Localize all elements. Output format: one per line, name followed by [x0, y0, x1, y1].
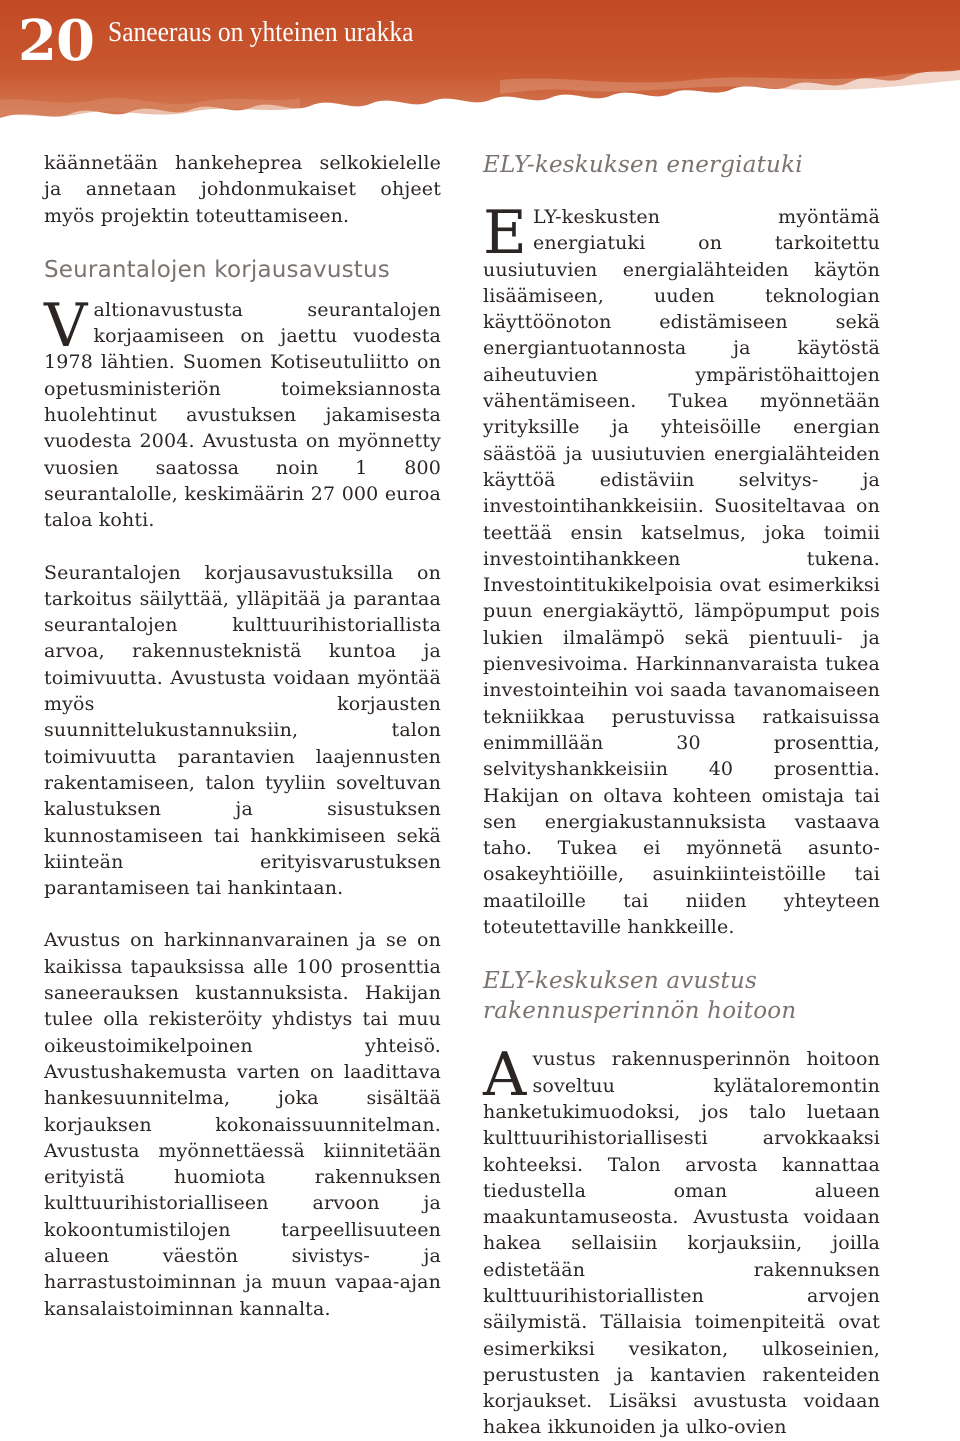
running-title: Saneeraus on yhteinen urakka — [108, 16, 414, 48]
energiatuki-paragraph-text: LY-keskusten myöntämä energiatuki on tarkoitettu uusiutuvien energialähteiden käytön lisäämiseen, uuden teknologian käyttöönoton edistämiseen sekä energiantuotannosta ja käytöstä aiheutuvien ympäristöhaittojen vähentämiseen. Tukea myönnetään yrityksille ja yhteisöille energian säästöä ja uusiutuvien energialähteiden käyttöä edistäviin selvitys- ja investointihankkeisiin. Suositeltavaa on teettää ensin katselmus, joka toimii investointihankkeen tukena. Investointitukikelpoisia ovat esimerkiksi puun energiakäyttö, lämpöpumput pois lukien ilmalämpö sekä pientuuli- ja pienvesivoima. Harkinnanvaraista tukea investointeihin voi saada tavanomaiseen tekniikkaa perustuvissa ratkaisuissa enimmillään 30 prosenttia, selvityshankkeisiin 40 prosenttia. Hakijan on oltava kohteen omistaja tai sen energiakustannuksista vastaava taho. Tukea ei myönnetä asunto-osakeyhtiöille, asuinkiinteistöille tai maatiloille tai niiden yhteyteen toteutettaville hankkeille. — [483, 206, 880, 939]
page-number: 20 — [18, 8, 94, 74]
seurantalojen-paragraph-1 — [44, 290, 441, 534]
seurantalojen-paragraph-2: Seurantalojen korjausavustuksilla on tarkoitus säilyttää, ylläpitää ja parantaa seurantalojen kulttuurihistoriallista arvoa, rakennusteknistä kuntoa ja toimivuutta. Avustusta voidaan myöntää myös korjausten suunnittelukustannuksiin, talon toimivuutta parantavien laajennusten rakentamiseen, talon tyyliin soveltuvan kalustuksen ja sisustuksen kunnostamiseen tai hankkimiseen sekä kiinteän erityisvarustuksen parantamiseen tai hankintaan. — [44, 561, 441, 900]
right-column — [483, 150, 880, 1441]
left-column — [44, 150, 441, 1322]
section-heading-energiatuki: ELY-keskuksen energiatuki — [483, 152, 803, 178]
rakennusperinto-paragraph-text: vustus rakennusperinnön hoitoon soveltuu kylätaloremontin hanketukimuodoksi, jos talo luetaan kulttuurihistoriallisesti arvokkaaksi kohteeksi. Talon arvosta kannattaa tiedustella oman alueen maakuntamuseosta. Avustusta voidaan hakea sellaisiin korjauksiin, joilla edistetään rakennuksen kulttuurihistoriallisten arvojen säilymistä. Tällaisia toimenpiteitä ovat esimerkiksi vesikaton, ulkoseinien, perustusten ja kantavien rakenteiden korjaukset. Lisäksi avustusta voidaan hakea ikkunoiden ja ulko-ovien — [483, 1048, 880, 1439]
section-heading-rakennusperinto — [483, 966, 880, 1026]
seurantalojen-paragraph-1-text: altionavustusta seurantalojen korjaamiseen on jaettu vuodesta 1978 lähtien. Suomen Kotiseutuliitto on opetusministeriön toimeksiannosta huolehtinut avustuksen jakamisesta vuodesta 2004. Avustusta on myönnetty vuosien saatossa noin 1 800 seurantalolle, keskimäärin 27 000 euroa taloa kohti. — [44, 298, 441, 532]
dropcap-e: E — [483, 198, 527, 268]
intro-paragraph: käännetään hankeheprea selkokielelle ja annetaan johdonmukaiset ohjeet myös projektin toteuttamiseen. — [44, 152, 441, 227]
section-heading-seurantalojen: Seurantalojen korjausavustus — [44, 256, 390, 283]
section-heading-rakennusperinto-line1: ELY-keskuksen avustus — [483, 968, 757, 995]
section-heading-rakennusperinto-line2: rakennusperinnön hoitoon — [483, 998, 797, 1025]
dropcap-v: V — [44, 290, 88, 361]
seurantalojen-paragraph-3: Avustus on harkinnanvarainen ja se on kaikissa tapauksissa alle 100 prosenttia saneerauksen kustannuksista. Hakijan tulee olla rekisteröity yhdistys tai muu oikeustoimikelpoinen yhteisö. Avustushakemusta varten on laadittava hankesuunnitelma, joka sisältää korjauksen kokonaissuunnitelman. Avustusta myönnettäessä kiinnitetään erityistä huomiota rakennuksen kulttuurihistorialliseen arvoon ja kokoontumistilojen tarpeellisuuteen alueen väestön sivistys- ja harrastustoiminnan ja muun vapaa-ajan kansalaistoiminnan kannalta. — [44, 929, 441, 1320]
page-header — [0, 0, 960, 130]
energiatuki-paragraph — [483, 198, 880, 940]
rakennusperinto-paragraph — [483, 1040, 880, 1440]
dropcap-a: A — [483, 1040, 527, 1111]
